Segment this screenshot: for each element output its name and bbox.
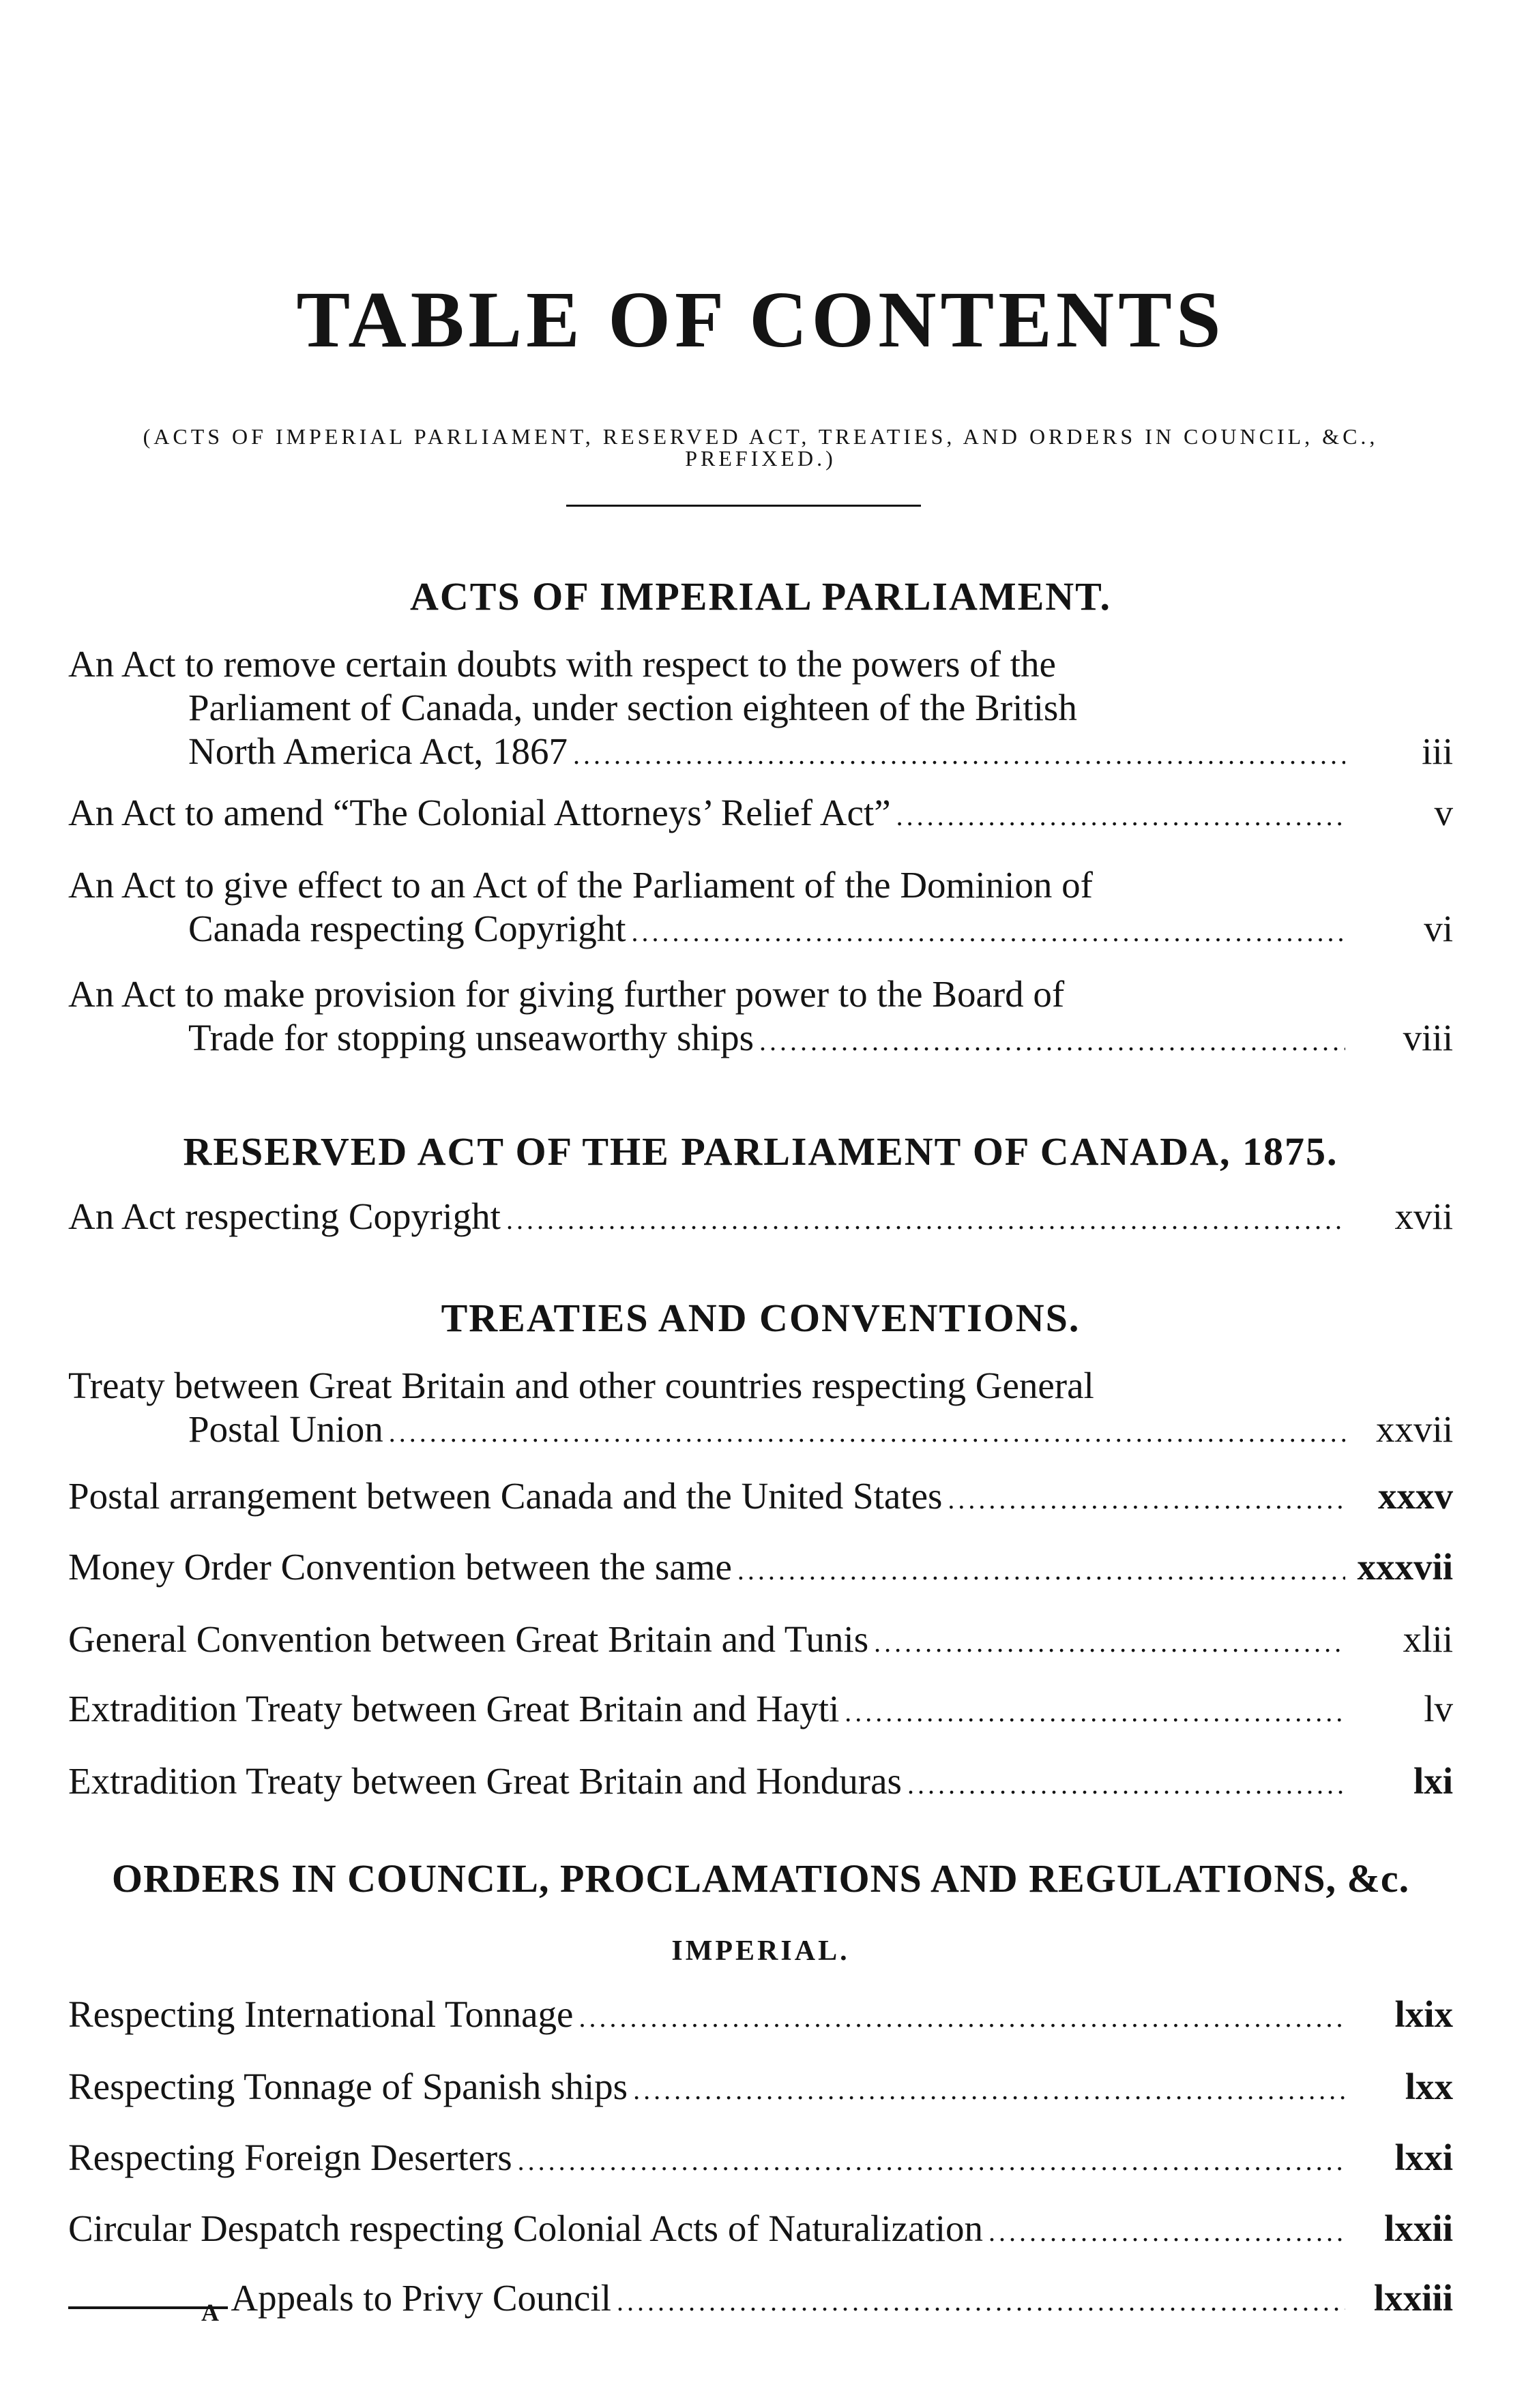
leader-dots: [573, 733, 1345, 777]
leader-dots: [759, 1020, 1345, 1063]
entry-text: An Act to amend “The Colonial Attorneys’ Relief Act”: [68, 792, 891, 833]
leader-dots: [737, 1549, 1345, 1592]
toc-entry[interactable]: [68, 1993, 1453, 2040]
entry-text: Respecting Tonnage of Spanish ships: [68, 2066, 628, 2107]
page-reference: vi: [1424, 908, 1453, 949]
leader-dots: [907, 1763, 1345, 1807]
entry-text: An Act to make provision for giving further power to the Board of: [68, 973, 1065, 1015]
page-reference: xxvii: [1375, 1408, 1453, 1450]
leader-dots: [389, 1411, 1345, 1455]
page-reference: xxxvii: [1357, 1546, 1453, 1588]
document-page: [68, 0, 1453, 2408]
page-reference: xxxv: [1378, 1475, 1453, 1517]
toc-entry[interactable]: [68, 972, 1453, 1063]
toc-entry[interactable]: [68, 1195, 1453, 1242]
entry-text: North America Act, 1867: [188, 730, 568, 772]
leader-dots: [948, 1478, 1345, 1521]
leader-dots: [874, 1621, 1345, 1665]
page-reference: lxi: [1413, 1760, 1453, 1802]
entry-text: Postal Union: [188, 1408, 383, 1450]
section-heading-orders: ORDERS IN COUNCIL, PROCLAMATIONS AND REGULATIONS, &c.: [111, 1856, 1410, 1901]
entry-text: Trade for stopping unseaworthy ships: [188, 1017, 754, 1058]
leader-dots: [632, 910, 1346, 954]
leader-dots: [617, 2280, 1345, 2323]
page-reference: lxix: [1394, 1993, 1453, 2035]
page-reference: lxxiii: [1373, 2277, 1453, 2319]
entry-text: Circular Despatch respecting Colonial Acts of Naturalization: [68, 2208, 983, 2249]
toc-entry[interactable]: [68, 1364, 1453, 1455]
entry-text: Parliament of Canada, under section eighteen of the British: [188, 687, 1077, 728]
entry-text: An Act to give effect to an Act of the Parliament of the Dominion of: [68, 864, 1093, 906]
page-reference: lxxi: [1394, 2137, 1453, 2178]
page-reference: lv: [1424, 1688, 1453, 1729]
page-reference: viii: [1403, 1017, 1453, 1058]
toc-entry[interactable]: [68, 1759, 1453, 1807]
title-rule: [566, 505, 921, 507]
toc-entry[interactable]: [68, 1545, 1453, 1592]
section-heading-acts: ACTS OF IMPERIAL PARLIAMENT.: [409, 574, 1112, 619]
toc-entry[interactable]: [68, 791, 1453, 838]
entry-text: Extradition Treaty between Great Britain and Hayti: [68, 1688, 840, 1729]
leader-dots: [896, 794, 1345, 838]
entry-text: Appeals to Privy Council: [231, 2277, 611, 2319]
leader-dots: [578, 1996, 1345, 2040]
toc-entry[interactable]: [68, 2136, 1453, 2183]
entry-text: Canada respecting Copyright: [188, 908, 626, 949]
page-reference: iii: [1422, 730, 1453, 772]
page-reference: v: [1434, 792, 1453, 833]
toc-entry[interactable]: [68, 1618, 1453, 1665]
leader-dots: [845, 1691, 1345, 1734]
entry-text: Postal arrangement between Canada and the United States: [68, 1475, 943, 1517]
toc-entry[interactable]: [68, 1474, 1453, 1521]
section-subheading-imperial: IMPERIAL.: [671, 1935, 850, 1967]
entry-text: An Act respecting Copyright: [68, 1195, 501, 1237]
entry-text: Respecting International Tonnage: [68, 1993, 574, 2035]
entry-text: Money Order Convention between the same: [68, 1546, 732, 1588]
section-heading-treaties: TREATIES AND CONVENTIONS.: [441, 1296, 1081, 1340]
leader-dots: [988, 2210, 1345, 2254]
leader-dots: [506, 1198, 1345, 1242]
toc-entry[interactable]: [68, 642, 1453, 777]
page-reference: lxx: [1405, 2066, 1453, 2107]
toc-entry[interactable]: [68, 1687, 1453, 1734]
page-title: TABLE OF CONTENTS: [296, 275, 1225, 364]
entry-text: An Act to remove certain doubts with respect to the powers of the: [68, 643, 1056, 685]
toc-entry[interactable]: [68, 2207, 1453, 2254]
toc-entry[interactable]: [68, 863, 1453, 954]
signature-mark: A: [201, 2299, 219, 2326]
leader-dots: [518, 2139, 1345, 2183]
entry-text: Extradition Treaty between Great Britain and Honduras: [68, 1760, 902, 1802]
toc-entry[interactable]: [68, 2065, 1453, 2112]
page-reference: xvii: [1394, 1195, 1453, 1237]
entry-text: General Convention between Great Britain and Tunis: [68, 1618, 869, 1660]
page-subtitle: (ACTS OF IMPERIAL PARLIAMENT, RESERVED ACT, TREATIES, AND ORDERS IN COUNCIL, &C., PREFIXED.): [143, 424, 1379, 471]
page-reference: lxxii: [1384, 2208, 1453, 2249]
toc-entry[interactable]: [68, 2276, 1453, 2323]
section-heading-reserved: RESERVED ACT OF THE PARLIAMENT OF CANADA, 1875.: [183, 1129, 1338, 1174]
leader-dots: [633, 2068, 1345, 2112]
entry-text: Treaty between Great Britain and other countries respecting General: [68, 1365, 1094, 1406]
entry-text: Respecting Foreign Deserters: [68, 2137, 512, 2178]
page-reference: xlii: [1403, 1618, 1453, 1660]
